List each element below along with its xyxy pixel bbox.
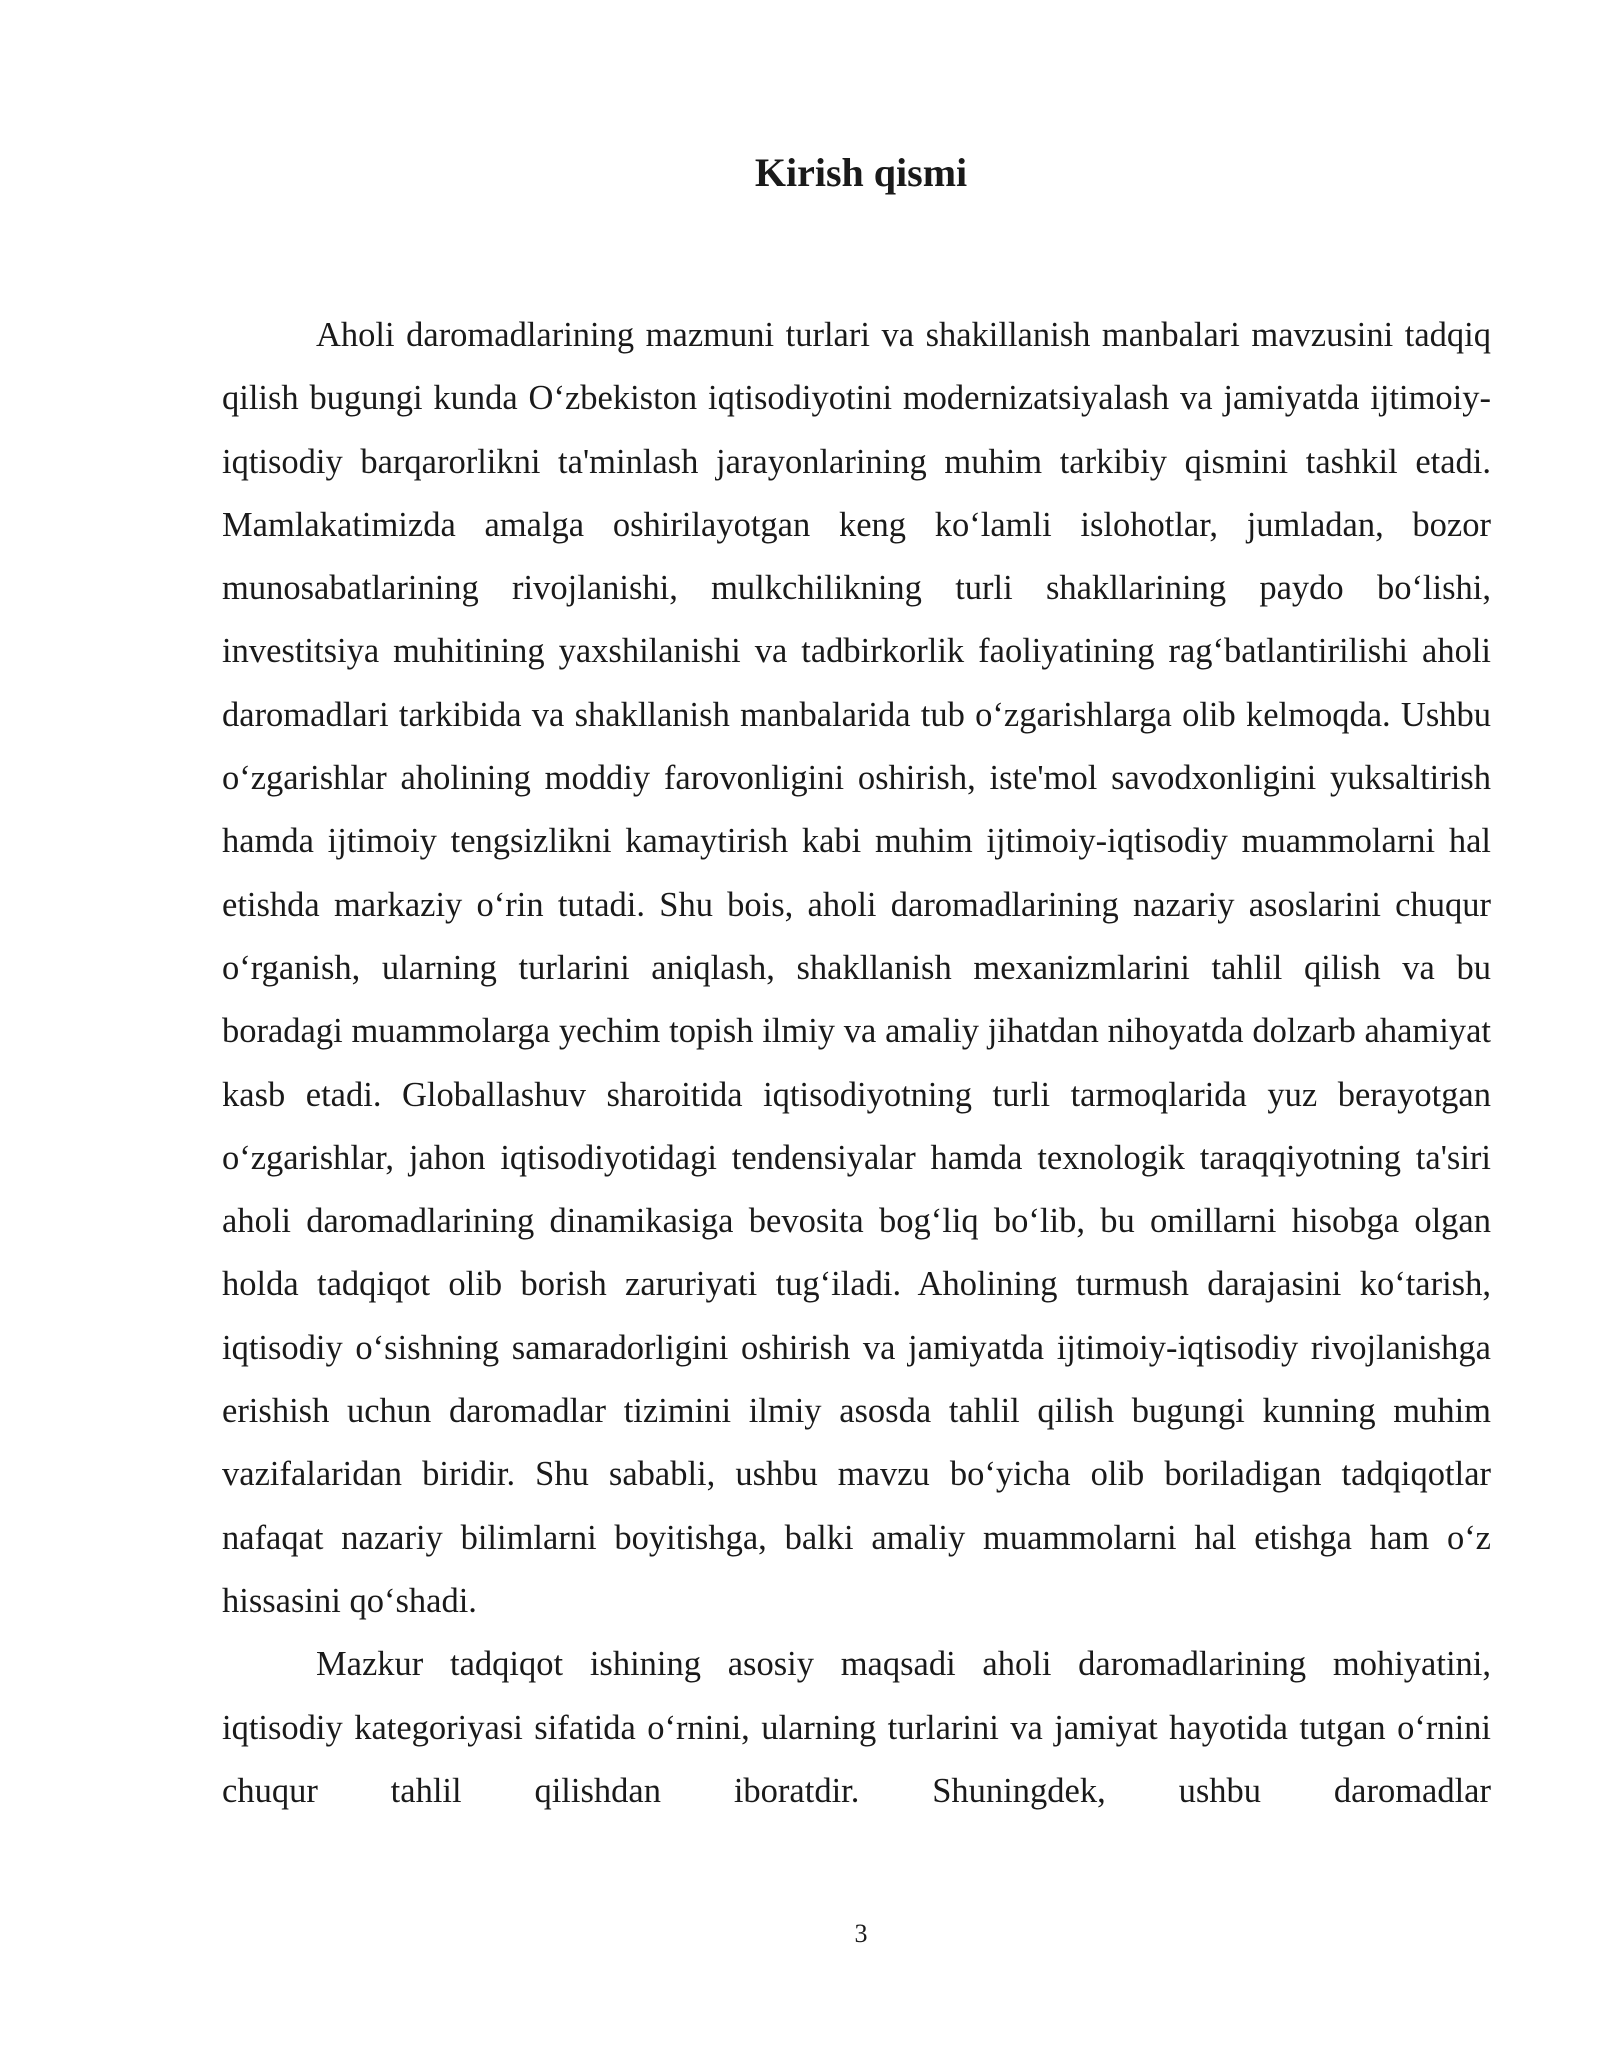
paragraph-intro: Aholi daromadlarining mazmuni turlari va shakillanish manbalari mavzusini tadqiq qilish bugungi kunda O‘zbekiston iqtisodiyotini modernizatsiyalash va jamiyatda ijtimoiy-iqtisodiy barqarorlikni ta'minlash jarayonlarining muhim tarkibiy qismini tashkil etadi. Mamlakatimizda amalga oshirilayotgan keng ko‘lamli islohotlar, jumladan, bozor munosabatlarining rivojlanishi, mulkchilikning turli shakllarining paydo bo‘lishi, investitsiya muhitining yaxshilanishi va tadbirkorlik faoliyatining rag‘batlantirilishi aholi daromadlari tarkibida va shakllanish manbalarida tub o‘zgarishlarga olib kelmoqda. Ushbu o‘zgarishlar aholining moddiy farovonligini oshirish, iste'mol savodxonligini yuksaltirish hamda ijtimoiy tengsizlikni kamaytirish kabi muhim ijtimoiy-iqtisodiy muammolarni hal etishda markaziy o‘rin tutadi. Shu bois, aholi daromadlarining nazariy asoslarini chuqur o‘rganish, ularning turlarini aniqlash, shakllanish mexanizmlarini tahlil qilish va bu boradagi muammolarga yechim topish ilmiy va amaliy jihatdan nihoyatda dolzarb ahamiyat kasb etadi. Globallashuv sharoitida iqtisodiyotning turli tarmoqlarida yuz berayotgan o‘zgarishlar, jahon iqtisodiyotidagi tendensiyalar hamda texnologik taraqqiyotning ta'siri aholi daromadlarining dinamikasiga bevosita bog‘liq bo‘lib, bu omillarni hisobga olgan holda tadqiqot olib borish zaruriyati tug‘iladi. Aholining turmush darajasini ko‘tarish, iqtisodiy o‘sishning samaradorligini oshirish va jamiyatda ijtimoiy-iqtisodiy rivojlanishga erishish uchun daromadlar tizimini ilmiy asosda tahlil qilish bugungi kunning muhim vazifalaridan biridir. Shu sababli, ushbu mavzu bo‘yicha olib boriladigan tadqiqotlar nafaqat nazariy bilimlarni boyitishga, balki amaliy muammolarni hal etishga ham o‘z hissasini qo‘shadi.	[222, 316, 1491, 1620]
paragraph-goal: Mazkur tadqiqot ishining asosiy maqsadi aholi daromadlarining mohiyatini, iqtisodiy kategoriyasi sifatida o‘rnini, ularning turlarini va jamiyat hayotida tutgan o‘rnini chuqur tahlil qilishdan iboratdir. Shuningdek, ushbu daromadlar	[222, 1645, 1491, 1810]
page-title: Kirish qismi	[754, 150, 968, 195]
body-text	[222, 304, 1491, 1823]
page-number: 3	[854, 1919, 868, 1948]
